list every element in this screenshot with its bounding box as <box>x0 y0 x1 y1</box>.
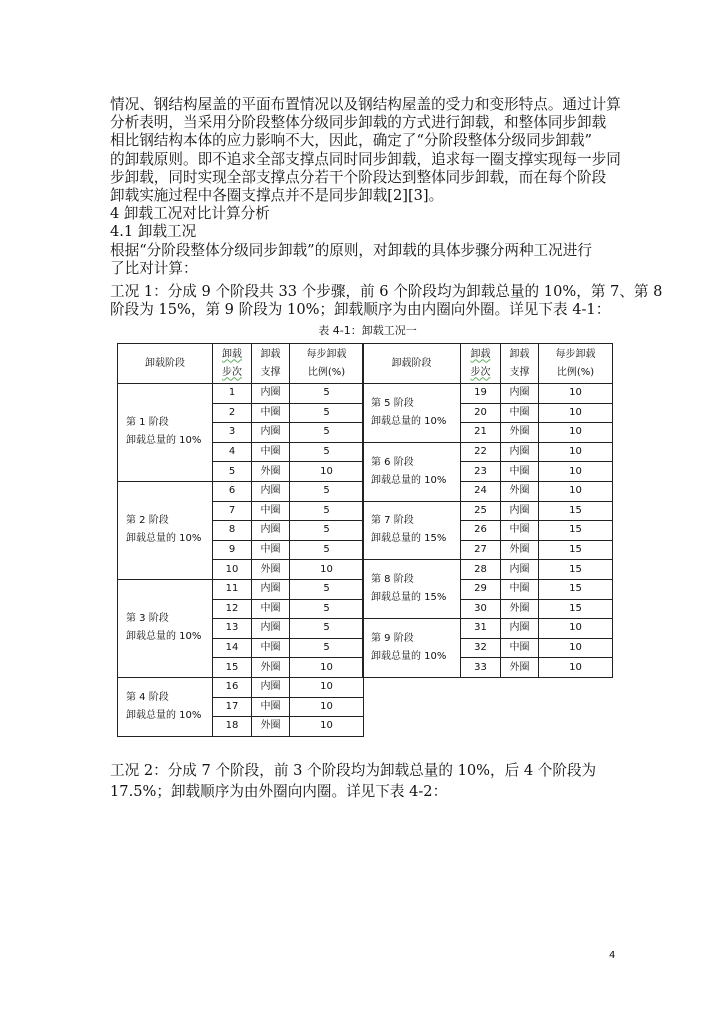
step-cell: 5 <box>213 462 252 482</box>
step-cell: 1 <box>213 384 252 404</box>
text-line: 4 卸载工况对比计算分析 <box>110 205 270 223</box>
ratio-cell: 10 <box>539 423 613 443</box>
table-row <box>363 560 613 580</box>
step-cell: 25 <box>461 501 501 521</box>
ratio-cell: 10 <box>290 697 364 717</box>
ratio-cell: 10 <box>539 442 613 462</box>
stage-name: 第 7 阶段 <box>371 515 414 527</box>
ratio-cell: 5 <box>290 599 364 619</box>
ratio-cell: 10 <box>539 384 613 404</box>
text-line: 工况 2：分成 7 个阶段，前 3 个阶段均为卸载总量的 10%，后 4 个阶段为 <box>110 762 597 779</box>
step-cell: 11 <box>213 579 252 599</box>
stage-name: 第 5 阶段 <box>371 397 414 409</box>
header-ratio <box>290 344 364 384</box>
stage-name: 第 8 阶段 <box>371 574 414 586</box>
table-row <box>363 384 613 404</box>
ratio-cell: 10 <box>290 677 364 697</box>
ratio-cell: 5 <box>290 521 364 541</box>
support-cell: 中圈 <box>252 501 290 521</box>
ratio-cell: 5 <box>290 579 364 599</box>
ratio-cell: 10 <box>539 658 613 678</box>
support-cell: 内圈 <box>501 384 539 404</box>
page-number: 4 <box>609 950 616 961</box>
support-cell: 中圈 <box>252 638 290 658</box>
stage-cell <box>363 619 461 678</box>
ratio-cell: 10 <box>290 658 364 678</box>
table-caption: 表 4-1：卸载工况一 <box>318 324 417 337</box>
text-line: 卸载实施过程中各圈支撑点并不是同步卸载[2][3]。 <box>110 186 444 204</box>
support-cell: 内圈 <box>501 560 539 580</box>
support-cell: 内圈 <box>252 423 290 443</box>
header-stage: 卸载阶段 <box>363 344 461 384</box>
header-ratio-l2: 比例(%) <box>556 366 595 378</box>
header-support <box>252 344 290 384</box>
stage-cell <box>363 384 461 443</box>
ratio-cell: 10 <box>290 462 364 482</box>
text-line: 根据“分阶段整体分级同步卸载”的原则，对卸载的具体步骤分两种工况进行 <box>110 241 592 259</box>
ratio-cell: 5 <box>290 501 364 521</box>
support-cell: 中圈 <box>252 540 290 560</box>
table-row <box>363 501 613 521</box>
ratio-cell: 5 <box>290 481 364 501</box>
table-header-row <box>363 344 613 384</box>
ratio-cell: 15 <box>539 540 613 560</box>
stage-desc: 卸载总量的 15% <box>371 533 447 545</box>
body-text-top <box>110 96 663 319</box>
step-cell: 33 <box>461 658 501 678</box>
stage-desc: 卸载总量的 10% <box>371 651 447 663</box>
text-line: 4.1 卸载工况 <box>110 223 197 241</box>
step-cell: 7 <box>213 501 252 521</box>
step-cell: 14 <box>213 638 252 658</box>
ratio-cell: 10 <box>539 619 613 639</box>
support-cell: 外圈 <box>501 658 539 678</box>
header-stage: 卸载阶段 <box>118 344 213 384</box>
table-row <box>363 619 613 639</box>
stage-desc: 卸载总量的 10% <box>371 474 447 486</box>
header-step <box>213 344 252 384</box>
step-cell: 27 <box>461 540 501 560</box>
header-step <box>461 344 501 384</box>
ratio-cell: 15 <box>539 521 613 541</box>
header-support-l1: 卸载 <box>509 348 530 360</box>
stage-cell <box>363 442 461 501</box>
step-cell: 9 <box>213 540 252 560</box>
support-cell: 内圈 <box>501 619 539 639</box>
table-header-row <box>118 344 364 384</box>
header-support-l2: 支撑 <box>509 366 530 378</box>
step-cell: 15 <box>213 658 252 678</box>
step-cell: 8 <box>213 521 252 541</box>
step-cell: 23 <box>461 462 501 482</box>
ratio-cell: 15 <box>539 579 613 599</box>
support-cell: 外圈 <box>501 423 539 443</box>
header-step-l1: 卸载 <box>222 348 242 360</box>
support-cell: 中圈 <box>501 462 539 482</box>
stage-cell <box>363 560 461 619</box>
stage-desc: 卸载总量的 10% <box>371 415 447 427</box>
support-cell: 中圈 <box>501 638 539 658</box>
support-cell: 中圈 <box>252 599 290 619</box>
unloading-table-left <box>117 343 364 737</box>
unloading-table-right <box>362 343 613 678</box>
stage-cell <box>118 579 213 677</box>
support-cell: 外圈 <box>501 481 539 501</box>
support-cell: 中圈 <box>252 442 290 462</box>
step-cell: 26 <box>461 521 501 541</box>
ratio-cell: 5 <box>290 423 364 443</box>
table-row <box>118 677 364 697</box>
text-line: 步卸载，同时实现全部支撑点分若干个阶段达到整体同步卸载，而在每个阶段 <box>110 168 607 186</box>
step-cell: 22 <box>461 442 501 462</box>
ratio-cell: 10 <box>539 403 613 423</box>
support-cell: 中圈 <box>501 521 539 541</box>
ratio-cell: 5 <box>290 442 364 462</box>
support-cell: 内圈 <box>252 521 290 541</box>
header-ratio-l1: 每步卸载 <box>555 348 596 360</box>
stage-desc: 卸载总量的 10% <box>126 435 202 447</box>
stage-desc: 卸载总量的 10% <box>126 709 202 721</box>
ratio-cell: 5 <box>290 619 364 639</box>
support-cell: 内圈 <box>501 501 539 521</box>
header-support <box>501 344 539 384</box>
header-step-l1: 卸载 <box>470 348 491 360</box>
ratio-cell: 5 <box>290 384 364 404</box>
stage-name: 第 6 阶段 <box>371 456 414 468</box>
table-row <box>118 579 364 599</box>
support-cell: 中圈 <box>501 579 539 599</box>
step-cell: 32 <box>461 638 501 658</box>
header-ratio-l1: 每步卸载 <box>306 348 347 360</box>
support-cell: 中圈 <box>252 403 290 423</box>
ratio-cell: 10 <box>539 638 613 658</box>
header-support-l1: 卸载 <box>260 348 281 360</box>
step-cell: 12 <box>213 599 252 619</box>
header-support-l2: 支撑 <box>260 366 281 378</box>
step-cell: 2 <box>213 403 252 423</box>
ratio-cell: 15 <box>539 560 613 580</box>
step-cell: 21 <box>461 423 501 443</box>
step-cell: 30 <box>461 599 501 619</box>
text-line: 情况、钢结构屋盖的平面布置情况以及钢结构屋盖的受力和变形特点。通过计算 <box>110 96 621 113</box>
text-line: 工况 1：分成 9 个阶段共 33 个步骤，前 6 个阶段均为卸载总量的 10%，第 7、第 8 <box>110 282 663 300</box>
stage-name: 第 9 阶段 <box>371 633 414 645</box>
text-line: 分析表明，当采用分阶段整体分级同步卸载的方式进行卸载，和整体同步卸载 <box>110 114 607 132</box>
support-cell: 外圈 <box>252 717 290 737</box>
ratio-cell: 10 <box>539 481 613 501</box>
stage-cell <box>118 384 213 482</box>
support-cell: 内圈 <box>252 619 290 639</box>
stage-name: 第 2 阶段 <box>126 515 169 527</box>
support-cell: 外圈 <box>252 658 290 678</box>
text-line: 17.5%；卸载顺序为由外圈向内圈。详见下表 4-2： <box>110 783 448 800</box>
stage-desc: 卸载总量的 10% <box>126 631 202 643</box>
stage-cell <box>118 481 213 579</box>
step-cell: 17 <box>213 697 252 717</box>
ratio-cell: 5 <box>290 638 364 658</box>
table-row <box>363 442 613 462</box>
stage-name: 第 4 阶段 <box>126 691 169 703</box>
ratio-cell: 15 <box>539 501 613 521</box>
step-cell: 6 <box>213 481 252 501</box>
step-cell: 24 <box>461 481 501 501</box>
table-row <box>118 384 364 404</box>
ratio-cell: 10 <box>290 717 364 737</box>
stage-cell <box>363 501 461 560</box>
step-cell: 13 <box>213 619 252 639</box>
support-cell: 内圈 <box>501 442 539 462</box>
header-ratio <box>539 344 613 384</box>
text-line: 阶段为 15%，第 9 阶段为 10%；卸载顺序为由内圈向外圈。详见下表 4-1： <box>110 301 611 319</box>
ratio-cell: 5 <box>290 403 364 423</box>
support-cell: 中圈 <box>252 697 290 717</box>
support-cell: 外圈 <box>252 462 290 482</box>
stage-name: 第 1 阶段 <box>126 417 169 429</box>
stage-cell <box>118 677 213 736</box>
step-cell: 28 <box>461 560 501 580</box>
step-cell: 3 <box>213 423 252 443</box>
step-cell: 31 <box>461 619 501 639</box>
ratio-cell: 5 <box>290 540 364 560</box>
support-cell: 内圈 <box>252 579 290 599</box>
text-line: 相比钢结构本体的应力影响不大，因此，确定了“分阶段整体分级同步卸载” <box>110 132 592 150</box>
stage-name: 第 3 阶段 <box>126 613 169 625</box>
support-cell: 外圈 <box>252 560 290 580</box>
support-cell: 外圈 <box>501 540 539 560</box>
stage-desc: 卸载总量的 10% <box>126 533 202 545</box>
support-cell: 内圈 <box>252 384 290 404</box>
text-line: 了比对计算： <box>110 259 198 277</box>
support-cell: 内圈 <box>252 677 290 697</box>
body-text-bottom <box>110 760 625 802</box>
step-cell: 18 <box>213 717 252 737</box>
support-cell: 外圈 <box>501 599 539 619</box>
support-cell: 内圈 <box>252 481 290 501</box>
step-cell: 10 <box>213 560 252 580</box>
step-cell: 4 <box>213 442 252 462</box>
ratio-cell: 10 <box>290 560 364 580</box>
ratio-cell: 15 <box>539 599 613 619</box>
header-step-l2: 步次 <box>470 366 491 378</box>
step-cell: 19 <box>461 384 501 404</box>
support-cell: 中圈 <box>501 403 539 423</box>
ratio-cell: 10 <box>539 462 613 482</box>
step-cell: 20 <box>461 403 501 423</box>
header-step-l2: 步次 <box>222 366 242 378</box>
stage-desc: 卸载总量的 15% <box>371 592 447 604</box>
table-row <box>118 481 364 501</box>
step-cell: 29 <box>461 579 501 599</box>
step-cell: 16 <box>213 677 252 697</box>
text-line: 的卸载原则。即不追求全部支撑点同时同步卸载，追求每一圈支撑实现每一步同 <box>110 150 621 168</box>
header-ratio-l2: 比例(%) <box>307 366 346 378</box>
